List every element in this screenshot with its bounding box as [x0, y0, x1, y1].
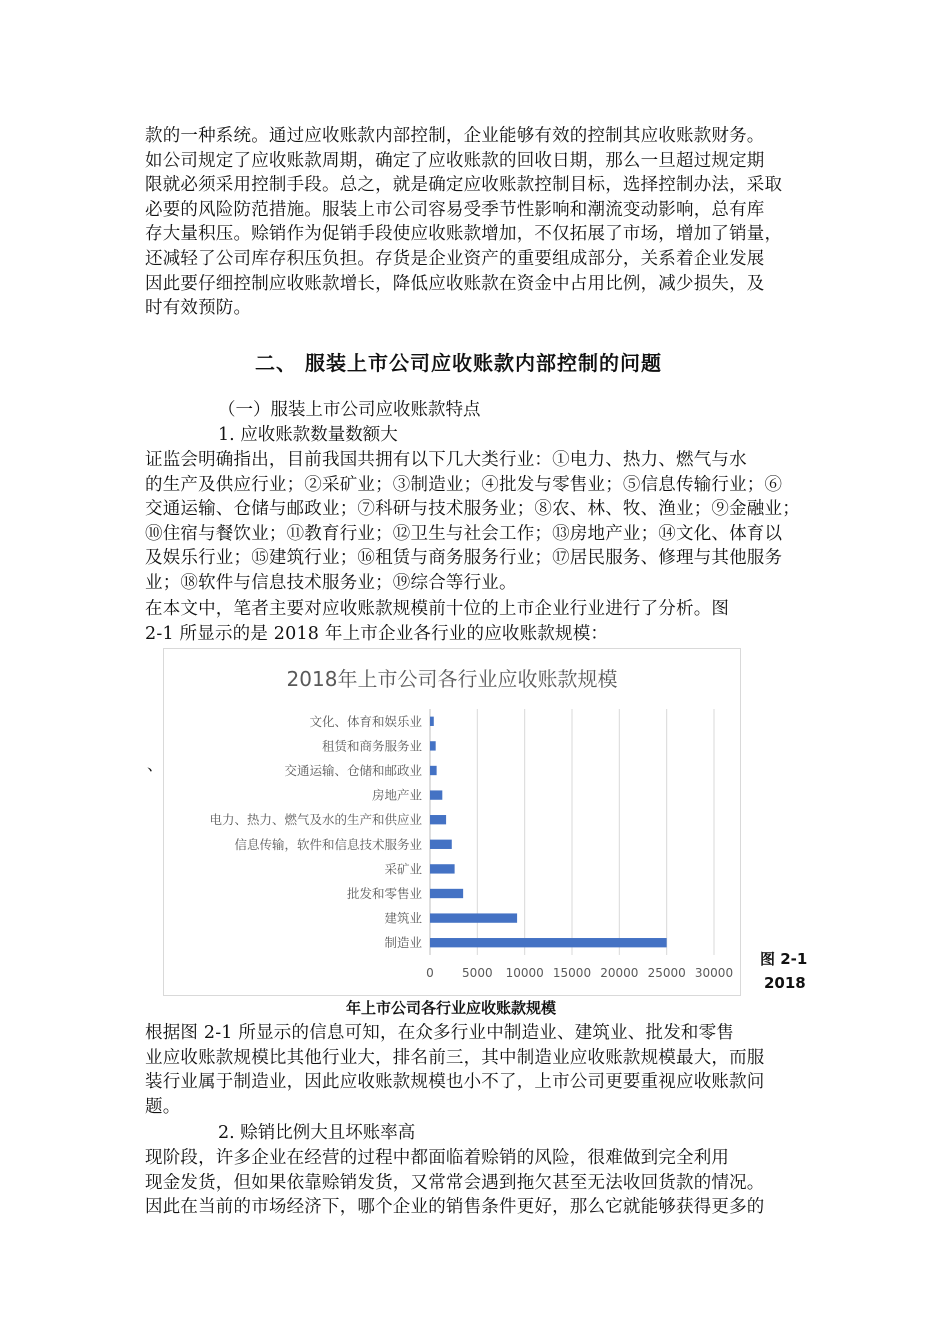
text-line: 根据图 2-1 所显示的信息可知，在众多行业中制造业、建筑业、批发和零售 — [145, 1023, 735, 1043]
figure-caption-year: 2018 — [764, 974, 806, 992]
bar — [430, 938, 667, 947]
item-title: 2. 赊销比例大且坏账率高 — [218, 1123, 416, 1143]
category-label: 交通运输、仓储和邮政业 — [284, 763, 422, 778]
text-line: 款的一种系统。通过应收账款内部控制，企业能够有效的控制其应收账款财务。 — [145, 126, 765, 146]
category-label: 采矿业 — [384, 861, 422, 877]
analysis-paragraph — [145, 597, 807, 646]
text-line: 如公司规定了应收账款周期，确定了应收账款的回收日期，那么一旦超过规定期 — [145, 150, 765, 171]
category-label: 电力、热力、燃气及水的生产和供应业 — [209, 812, 422, 828]
category-label: 信息传输，软件和信息技术服务业 — [234, 836, 422, 852]
text-line: 的生产及供应行业；②采矿业；③制造业；④批发与零售业；⑤信息传输行业；⑥ — [145, 474, 783, 495]
text-line: 时有效预防。 — [145, 298, 252, 319]
text-line: 现阶段，许多企业在经营的过程中都面临着赊销的风险，很难做到完全利用 — [145, 1148, 730, 1168]
figure-caption-bottom: 年上市公司各行业应收账款规模 — [345, 999, 556, 1017]
category-label: 批发和零售业 — [346, 886, 422, 901]
bar — [430, 741, 436, 750]
x-tick-label: 25000 — [647, 966, 686, 980]
x-tick-label: 30000 — [694, 966, 734, 980]
chart-title: 2018年上市公司各行业应收账款规模 — [286, 667, 618, 691]
text-line: 交通运输、仓储与邮政业；⑦科研与技术服务业；⑧农、林、牧、渔业；⑨金融业； — [145, 499, 800, 520]
x-tick-label: 15000 — [552, 966, 592, 980]
subsection-title: （一）服装上市公司应收账款特点 — [218, 400, 481, 420]
intro-paragraph — [145, 124, 807, 321]
text-line: 必要的风险防范措施。服装上市公司容易受季节性影响和潮流变动影响，总有库 — [145, 199, 765, 220]
figure-caption-side: 图 2-1 — [760, 950, 808, 968]
bar — [430, 864, 455, 873]
text-line: 现金发货，但如果依靠赊销发货，又常常会遇到拖欠甚至无法收回货款的情况。 — [145, 1172, 765, 1193]
category-label: 租赁和商务服务业 — [321, 738, 422, 754]
text-line: 及娱乐行业；⑮建筑行业；⑯租赁与商务服务行业；⑰居民服务、修理与其他服务 — [145, 548, 783, 569]
credit-paragraph — [145, 1146, 807, 1220]
category-label: 建筑业 — [384, 910, 422, 926]
bar-chart — [164, 649, 740, 995]
stray-mark: 、 — [147, 755, 164, 774]
text-line: 因此在当前的市场经济下，哪个企业的销售条件更好，那么它就能够获得更多的 — [145, 1197, 765, 1218]
bar — [430, 815, 446, 824]
bar — [430, 766, 437, 775]
text-line: 证监会明确指出，目前我国共拥有以下几大类行业：①电力、热力、燃气与水 — [145, 450, 747, 470]
item-title: 1. 应收账款数量数额大 — [218, 425, 398, 445]
text-line: 存大量积压。赊销作为促销手段使应收账款增加，不仅拓展了市场，增加了销量， — [145, 224, 783, 245]
text-line: 题。 — [145, 1096, 181, 1117]
text-line: 装行业属于制造业，因此应收账款规模也小不了，上市公司更要重视应收账款问 — [145, 1072, 765, 1093]
text-line: 因此要仔细控制应收账款增长，降低应收账款在资金中占用比例，减少损失，及 — [145, 273, 765, 294]
bar — [430, 717, 434, 726]
text-line: 还减轻了公司库存积压负担。存货是企业资产的重要组成部分，关系着企业发展 — [145, 248, 765, 269]
text-line: 2-1 所显示的是 2018 年上市企业各行业的应收账款规模： — [145, 623, 609, 644]
category-label: 制造业 — [384, 935, 422, 951]
x-tick-label: 10000 — [505, 966, 544, 980]
section-heading: 二、 服装上市公司应收账款内部控制的问题 — [255, 351, 662, 375]
bar — [430, 889, 463, 898]
text-line: 业；⑱软件与信息技术服务业；⑲综合等行业。 — [145, 572, 517, 593]
x-tick-label: 20000 — [600, 966, 639, 980]
text-line: 业应收账款规模比其他行业大，排名前三，其中制造业应收账款规模最大，而服 — [145, 1047, 765, 1068]
x-tick-label: 5000 — [462, 966, 493, 980]
bar — [430, 840, 452, 849]
text-line: 限就必须采用控制手段。总之，就是确定应收账款控制目标，选择控制办法，采取 — [145, 175, 783, 196]
bar — [430, 913, 517, 922]
conclusion-paragraph — [145, 1021, 807, 1119]
text-line: ⑩住宿与餐饮业；⑪教育行业；⑫卫生与社会工作；⑬房地产业；⑭文化、体育以 — [145, 523, 783, 544]
category-label: 房地产业 — [371, 787, 422, 803]
industry-paragraph — [145, 448, 807, 596]
bar — [430, 790, 442, 799]
x-tick-label: 0 — [426, 966, 434, 980]
category-label: 文化、体育和娱乐业 — [309, 713, 422, 729]
text-line: 在本文中，笔者主要对应收账款规模前十位的上市企业行业进行了分析。图 — [145, 599, 730, 619]
chart-figure — [163, 648, 741, 996]
